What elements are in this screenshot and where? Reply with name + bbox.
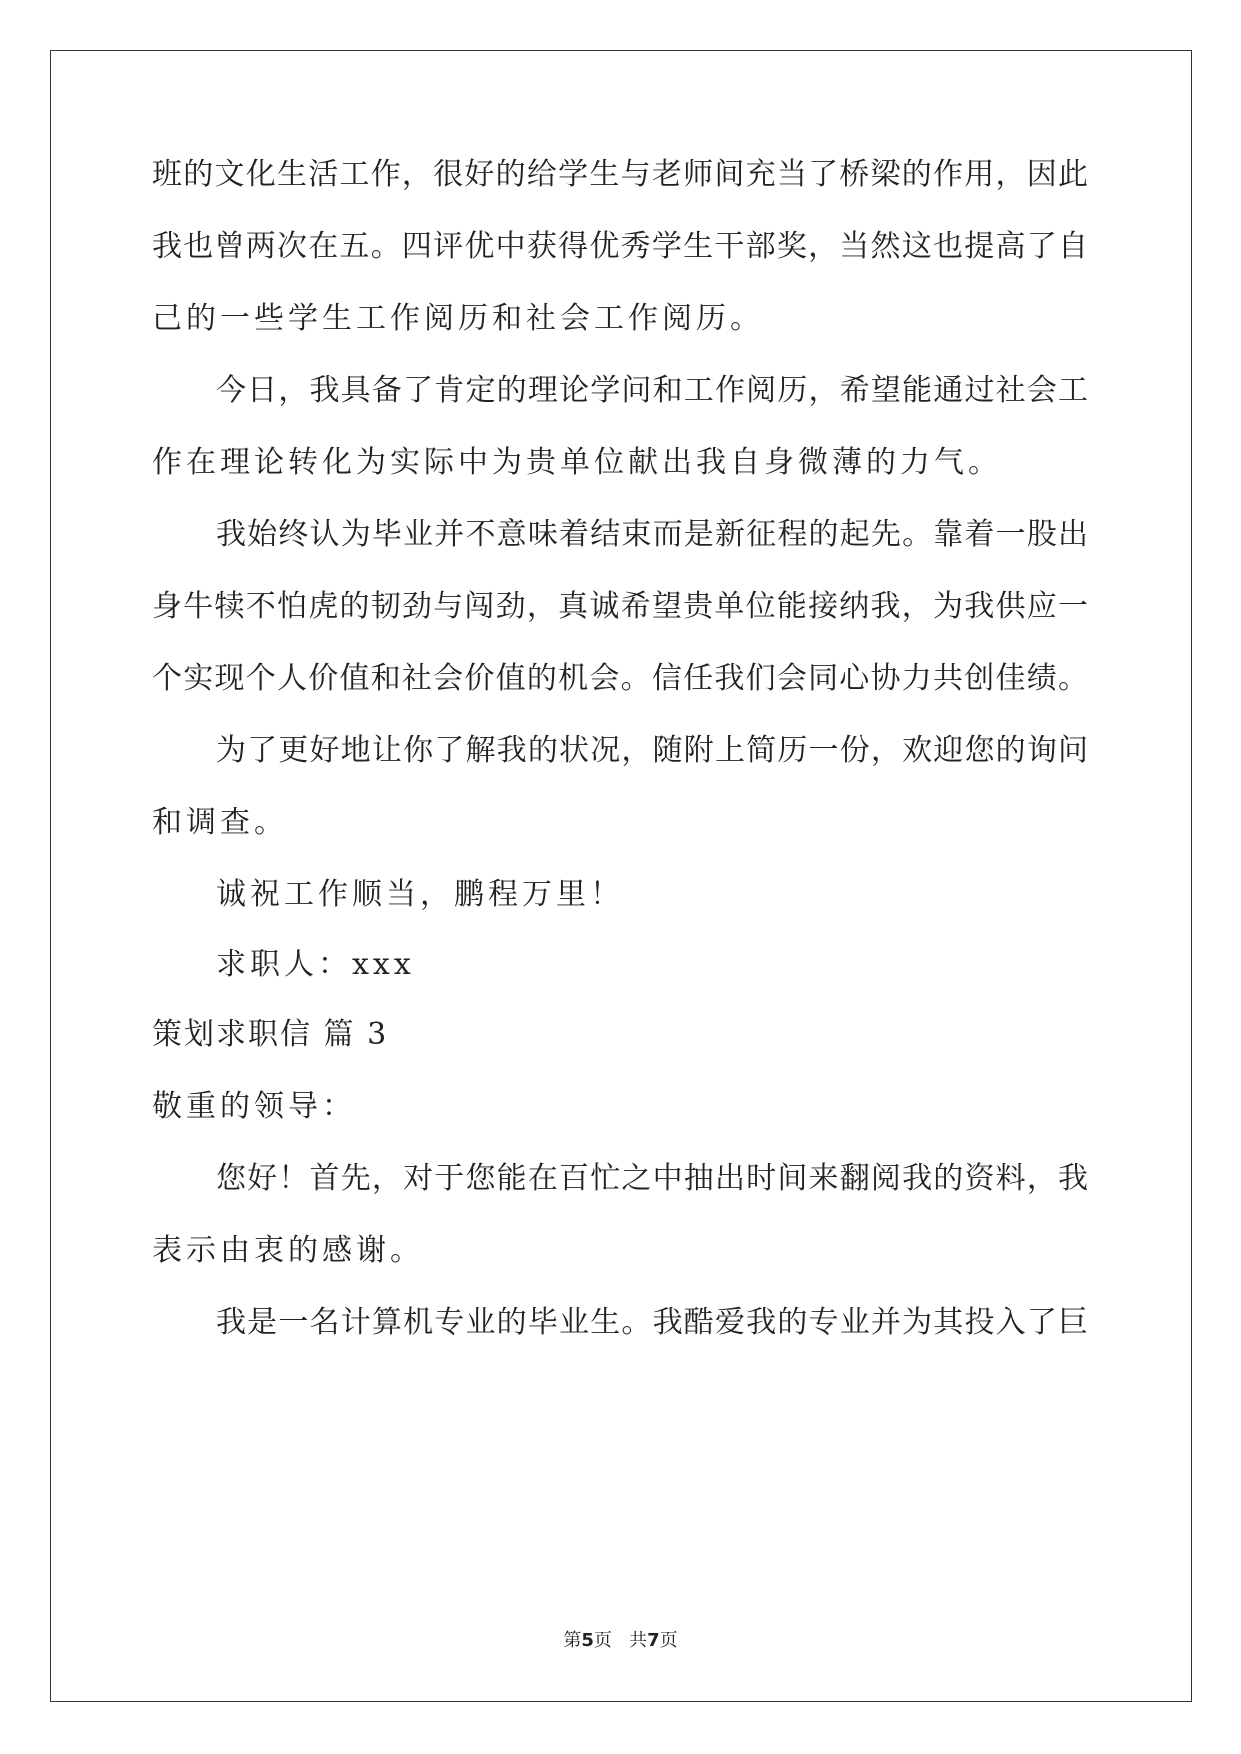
footer-prefix: 第 [563, 1630, 582, 1651]
footer-mid: 页 共 [593, 1630, 648, 1651]
paragraph-line: 我始终认为毕业并不意味着结束而是新征程的起先。靠着一股出 [216, 517, 1088, 552]
paragraph-line: 身牛犊不怕虎的韧劲与闯劲，真诚希望贵单位能接纳我，为我供应一 [152, 589, 1088, 624]
paragraph-line: 您好！首先，对于您能在百忙之中抽出时间来翻阅我的资料，我 [216, 1161, 1088, 1196]
paragraph-line: 班的文化生活工作，很好的给学生与老师间充当了桥梁的作用，因此 [152, 157, 1088, 192]
current-page-number: 5 [581, 1630, 594, 1651]
closing-greeting: 诚祝工作顺当，鹏程万里！ [216, 877, 624, 912]
paragraph-line: 表示由衷的感谢。 [152, 1233, 424, 1268]
paragraph-line: 为了更好地让你了解我的状况，随附上简历一份，欢迎您的询问 [216, 733, 1088, 768]
paragraph-line: 作在理论转化为实际中为贵单位献出我自身微薄的力气。 [152, 445, 1002, 480]
section-heading: 策划求职信 篇 3 [152, 1017, 389, 1052]
footer-suffix: 页 [659, 1630, 678, 1651]
page-number-footer [0, 1630, 1241, 1652]
applicant-signature: 求职人：xxx [216, 947, 415, 982]
paragraph-line: 和调查。 [152, 805, 288, 840]
paragraph-line: 今日，我具备了肯定的理论学问和工作阅历，希望能通过社会工 [216, 373, 1088, 408]
paragraph-line: 我也曾两次在五。四评优中获得优秀学生干部奖，当然这也提高了自 [152, 229, 1088, 264]
paragraph-line: 己的一些学生工作阅历和社会工作阅历。 [152, 301, 764, 336]
paragraph-line: 我是一名计算机专业的毕业生。我酷爱我的专业并为其投入了巨 [216, 1305, 1088, 1340]
page-border [50, 50, 1192, 1702]
total-page-number: 7 [647, 1630, 660, 1651]
salutation: 敬重的领导： [152, 1089, 356, 1124]
paragraph-line: 个实现个人价值和社会价值的机会。信任我们会同心协力共创佳绩。 [152, 661, 1088, 696]
